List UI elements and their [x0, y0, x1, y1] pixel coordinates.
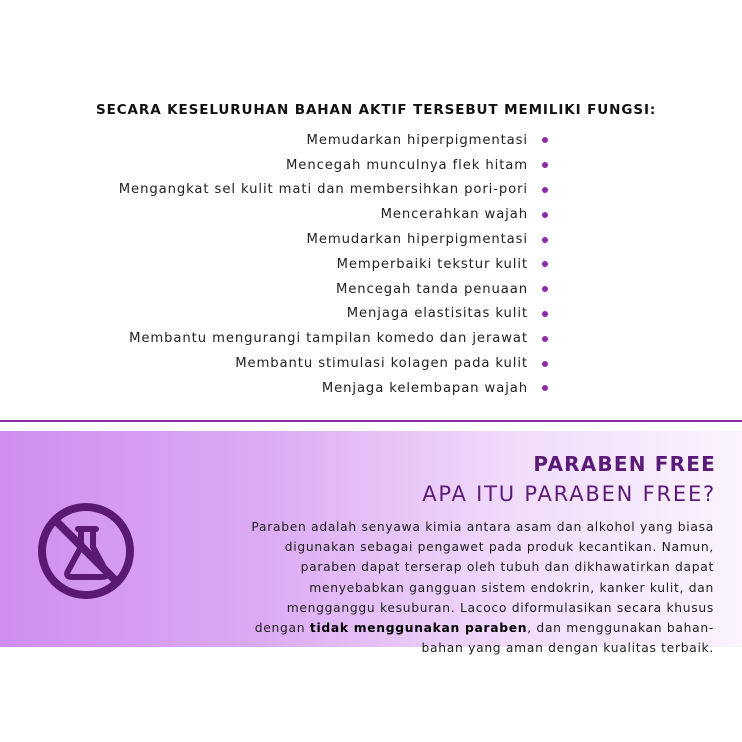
list-item	[119, 351, 548, 376]
description-part: Paraben adalah senyawa kimia antara asam dan alkohol yang biasa digunakan sebagai pengawet pada produk kecantikan. Namun, paraben dapat terserap oleh tubuh dan dikhawatirkan dapat menyebabkan gangguan sistem endokrin, kanker kulit, dan mengganggu kesuburan. Lacoco diformulasikan secara khusus dengan	[251, 520, 714, 636]
list-item-text: Membantu mengurangi tampilan komedo dan jerawat	[129, 331, 528, 347]
section-divider	[0, 420, 742, 422]
list-item-text: Menjaga kelembapan wajah	[321, 380, 528, 396]
list-item	[119, 277, 548, 302]
bullet-icon	[542, 311, 548, 317]
list-item-text: Memperbaiki tekstur kulit	[336, 256, 528, 272]
paraben-description	[234, 517, 714, 658]
description-part: , dan menggunakan bahan-bahan yang aman dengan kualitas terbaik.	[421, 621, 714, 656]
bullet-icon	[542, 162, 548, 168]
list-item-text: Memudarkan hiperpigmentasi	[306, 132, 528, 148]
list-item	[119, 202, 548, 227]
bullet-icon	[542, 261, 548, 267]
bullet-icon	[542, 286, 548, 292]
paraben-free-subtitle: APA ITU PARABEN FREE?	[422, 482, 716, 506]
description-emphasis: tidak menggunakan paraben	[309, 621, 528, 636]
list-item	[119, 252, 548, 277]
list-item-text: Mengangkat sel kulit mati dan membersihkan pori-pori	[118, 182, 528, 198]
bullet-icon	[542, 237, 548, 243]
bullet-icon	[542, 212, 548, 218]
bullet-icon	[542, 137, 548, 143]
list-item	[119, 326, 548, 351]
bullet-icon	[542, 385, 548, 391]
bullet-icon	[542, 336, 548, 342]
bullet-icon	[542, 187, 548, 193]
list-item	[119, 178, 548, 203]
list-item	[119, 376, 548, 401]
bullet-icon	[542, 361, 548, 367]
no-flask-icon	[34, 499, 138, 603]
functions-heading: SECARA KESELURUHAN BAHAN AKTIF TERSEBUT MEMILIKI FUNGSI:	[96, 102, 657, 118]
paraben-free-title: PARABEN FREE	[533, 452, 716, 476]
list-item-text: Mencegah munculnya flek hitam	[286, 157, 528, 173]
list-item-text: Membantu stimulasi kolagen pada kulit	[235, 356, 528, 372]
list-item-text: Mencerahkan wajah	[380, 207, 528, 223]
list-item	[119, 227, 548, 252]
list-item	[119, 153, 548, 178]
list-item-text: Mencegah tanda penuaan	[336, 281, 528, 297]
list-item	[119, 128, 548, 153]
list-item-text: Memudarkan hiperpigmentasi	[306, 232, 528, 248]
list-item	[119, 302, 548, 327]
list-item-text: Menjaga elastisitas kulit	[346, 306, 528, 322]
functions-list	[119, 128, 548, 401]
